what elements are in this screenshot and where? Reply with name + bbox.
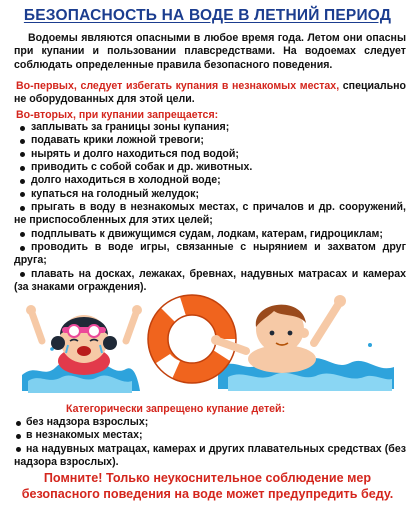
list-item: в незнакомых местах; — [14, 429, 406, 442]
children-prohibited-list — [14, 416, 406, 470]
drowning-girl-illustration — [26, 305, 142, 375]
bullet-icon — [20, 152, 25, 157]
swimming-scene-illustration — [22, 283, 394, 401]
list-item: плавать на досках, лежаках, бревнах, надувных матрасах и камерах (за знаками ограждения). — [14, 267, 406, 294]
prohibited-list — [14, 121, 406, 294]
list-item: проводить в воде игры, связанные с нырянием и захватом друг друга; — [14, 241, 406, 267]
bullet-icon — [20, 139, 25, 144]
second-rule-heading: Во-вторых, при купании запрещается: — [16, 109, 219, 121]
list-item: нырять и долго находиться под водой; — [14, 148, 406, 161]
list-item: на надувных матрацах, камерах и других плавательных средствах (без надзора взрослых). — [14, 442, 406, 469]
list-item: прыгать в воду в незнакомых местах, с причалов и др. сооружений, не приспособленных для этих целей; — [14, 201, 406, 227]
bullet-icon — [20, 126, 25, 131]
bullet-icon — [20, 272, 25, 277]
list-item: без надзора взрослых; — [14, 416, 406, 429]
list-item: долго находиться в холодной воде; — [14, 174, 406, 187]
list-item: заплывать за границы зоны купания; — [14, 121, 406, 134]
bullet-icon — [20, 246, 25, 251]
bullet-icon — [20, 192, 25, 197]
bullet-icon — [16, 434, 21, 439]
list-item: приводить с собой собак и др. животных. — [14, 161, 406, 174]
first-rule-rest: специально не оборудованных для этой цели. — [14, 80, 406, 106]
categorical-heading: Категорически запрещено купание детей: — [66, 403, 286, 415]
bullet-icon — [20, 232, 25, 237]
list-item: подплывать к движущимся судам, лодкам, катерам, гидроциклам; — [14, 228, 406, 241]
first-rule-paragraph — [14, 80, 406, 107]
bullet-icon — [16, 421, 21, 426]
bullet-icon — [20, 179, 25, 184]
footer-warning: Помните! Только неукоснительное соблюдение мер безопасного поведения на воде может предупредить беду. — [21, 471, 394, 501]
list-item: купаться на голодный желудок; — [14, 188, 406, 201]
first-rule-lead: Во-первых, следует избегать купания в незнакомых местах, — [16, 80, 340, 92]
list-item: подавать крики ложной тревоги; — [14, 134, 406, 147]
bullet-icon — [16, 447, 21, 452]
intro-paragraph: Водоемы являются опасными в любое время года. Летом они опасны при купании и пользовании плавсредствами. На водоемах следует соблюдать определенные правила безопасного поведения. — [14, 32, 406, 71]
bullet-icon — [20, 166, 25, 171]
water-drop — [368, 343, 372, 347]
bullet-icon — [20, 206, 25, 211]
page-title: БЕЗОПАСНОСТЬ НА ВОДЕ В ЛЕТНИЙ ПЕРИОД — [23, 7, 392, 24]
